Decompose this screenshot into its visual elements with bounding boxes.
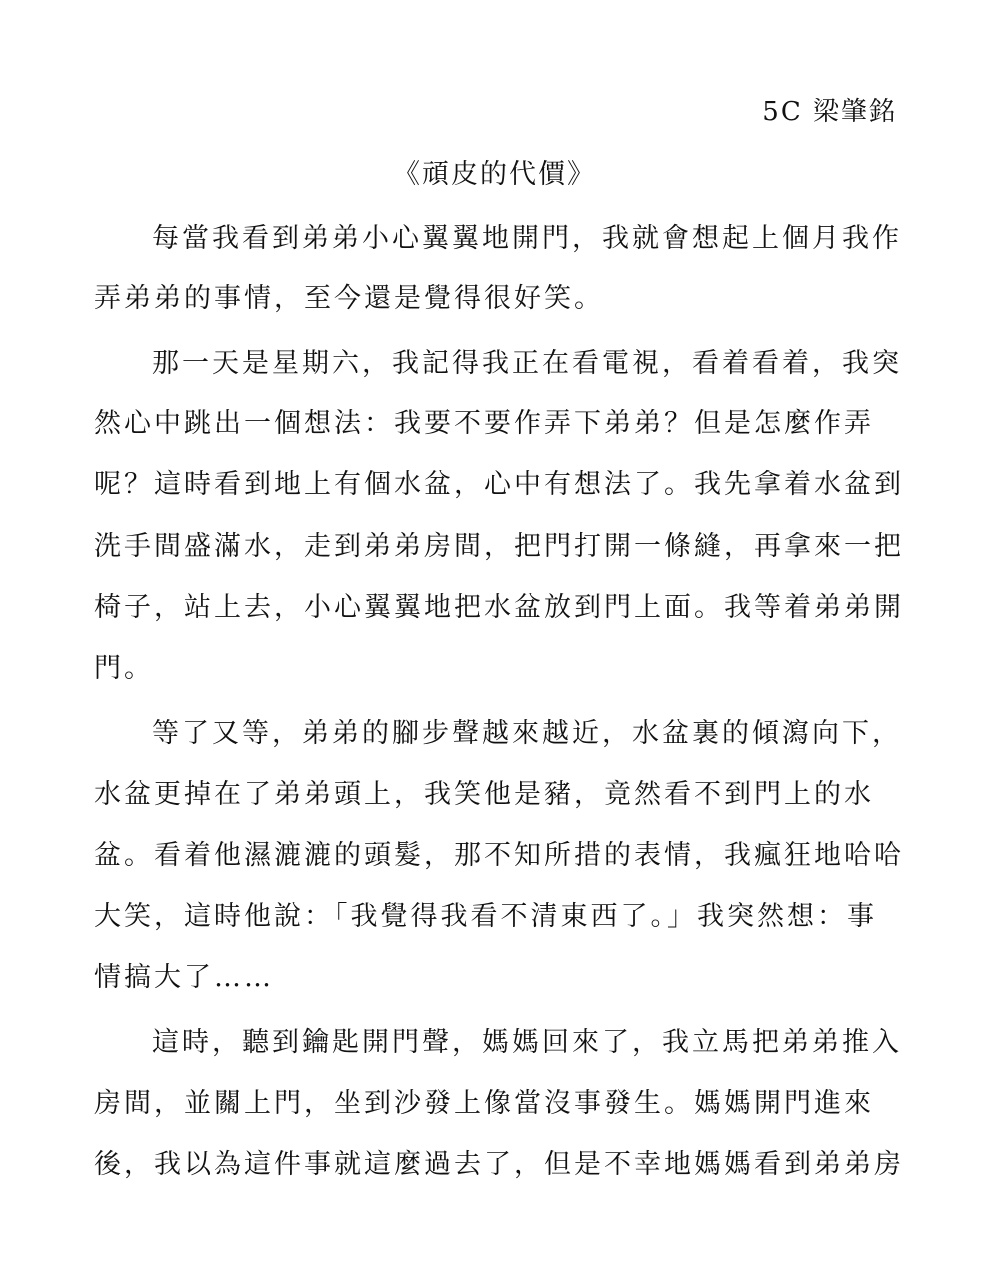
text-line: 每當我看到弟弟小心翼翼地開門，我就會想起上個月我作 [152,223,902,254]
text-line: 椅子，站上去，小心翼翼地把水盆放到門上面。我等着弟弟開 [94,592,904,623]
text-line: 情搞大了…… [94,962,274,993]
text-line: 那一天是星期六，我記得我正在看電視，看着看着，我突 [152,348,902,379]
text-line: 呢？這時看到地上有個水盆，心中有想法了。我先拿着水盆到 [94,469,904,500]
text-line: 然心中跳出一個想法：我要不要作弄下弟弟？但是怎麼作弄 [94,408,874,439]
text-line: 門。 [94,653,154,684]
essay-title: 《頑皮的代價》 [393,159,596,190]
text-line: 大笑，這時他說：「我覺得我看不清東西了。」我突然想：事 [94,901,877,932]
text-line: 洗手間盛滿水，走到弟弟房間，把門打開一條縫，再拿來一把 [94,531,904,562]
text-line: 盆。看着他濕漉漉的頭髮，那不知所措的表情，我瘋狂地哈哈 [94,840,904,871]
text-line: 後，我以為這件事就這麼過去了，但是不幸地媽媽看到弟弟房 [94,1149,904,1180]
text-line: 弄弟弟的事情，至今還是覺得很好笑。 [94,283,604,314]
author-line: 5C 梁肇銘 [762,97,897,127]
text-line: 這時，聽到鑰匙開門聲，媽媽回來了，我立馬把弟弟推入 [152,1027,902,1058]
text-line: 房間，並關上門，坐到沙發上像當沒事發生。媽媽開門進來 [94,1088,874,1119]
text-line: 等了又等，弟弟的腳步聲越來越近，水盆裏的傾瀉向下， [152,718,902,749]
text-line: 水盆更掉在了弟弟頭上，我笑他是豬，竟然看不到門上的水 [94,779,874,810]
